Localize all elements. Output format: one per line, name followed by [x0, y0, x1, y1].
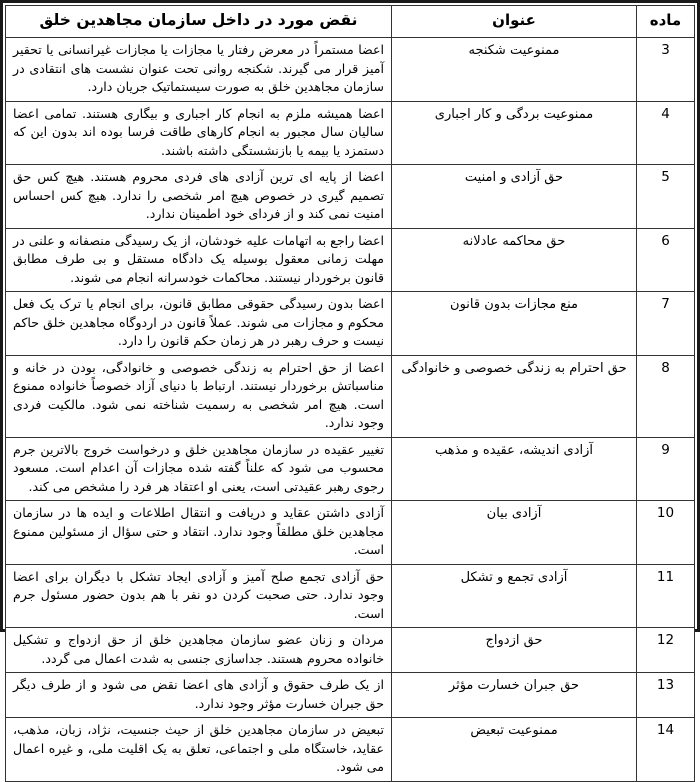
cell-article-number: 5 [637, 165, 695, 229]
violation-description-text: تبعیض در سازمان مجاهدین خلق از حیث جنسیت، نژاد، زبان، مذهب، عقاید، خاستگاه ملی و اجتماعی، تعلق به یک اقلیت ملی، و غیره اعمال می شود. [13, 722, 384, 775]
table-row [6, 718, 695, 782]
table-body [6, 38, 695, 782]
table-row [6, 292, 695, 356]
table-row [6, 38, 695, 102]
cell-article-title: حق آزادی و امنیت [392, 165, 637, 229]
cell-article-number: 10 [637, 501, 695, 565]
violation-description-text: اعضا راجع به اتهامات علیه خودشان، از یک رسیدگی منصفانه و علنی در مهلت زمانی معقول بوسیله یک دادگاه مستقل و بی طرف مطابق قانون برخوردار نیستند. محاکمات خودسرانه انجام می شوند. [13, 232, 384, 285]
cell-article-title: حق محاکمه عادلانه [392, 228, 637, 292]
cell-article-title: منع مجازات بدون قانون [392, 292, 637, 356]
cell-article-title: حق ازدواج [392, 628, 637, 673]
column-header-article: ماده [637, 6, 695, 38]
violation-description-text: اعضا از حق احترام به زندگی خصوصی و خانوادگی، بودن در خانه و مناسباتش برخوردار نیستند. ارتباط با دنیای آزاد خصوصاً خانواده ممنوع است. هیچ امر شخصی به رسمیت شناخته نمی شود. مالکیت فردی وجود ندارد. [13, 359, 384, 431]
cell-violation-description [6, 228, 392, 292]
cell-article-number: 8 [637, 355, 695, 437]
column-header-title: عنوان [392, 6, 637, 38]
cell-article-title: حق احترام به زندگی خصوصی و خانوادگی [392, 355, 637, 437]
table-row [6, 101, 695, 165]
cell-violation-description [6, 292, 392, 356]
cell-violation-description [6, 564, 392, 628]
cell-violation-description [6, 718, 392, 782]
cell-article-number: 6 [637, 228, 695, 292]
column-header-description: نقض مورد در داخل سازمان مجاهدین خلق [6, 6, 392, 38]
violation-description-text: از یک طرف حقوق و آزادی های اعضا نقض می شود و از طرف دیگر حق جبران خسارت مؤثر وجود ندارد. [13, 677, 384, 711]
cell-violation-description [6, 437, 392, 501]
cell-article-title: آزادی تجمع و تشکل [392, 564, 637, 628]
cell-violation-description [6, 673, 392, 718]
cell-violation-description [6, 628, 392, 673]
table-row [6, 165, 695, 229]
violation-description-text: تغییر عقیده در سازمان مجاهدین خلق و درخواست خروج بالاترین جرم محسوب می شود که علناً گفته شده مجازات آن اعدام است. مسعود رجوی رهبر عقیدتی است، یعنی او اعتقاد هر فرد را مشخص می کند. [13, 441, 384, 494]
table-row [6, 355, 695, 437]
cell-article-number: 13 [637, 673, 695, 718]
table-row [6, 228, 695, 292]
table-header-row [6, 6, 695, 38]
cell-violation-description [6, 501, 392, 565]
cell-article-title: آزادی اندیشه، عقیده و مذهب [392, 437, 637, 501]
human-rights-violations-table [5, 5, 695, 782]
cell-article-title: ممنوعیت بردگی و کار اجباری [392, 101, 637, 165]
cell-article-number: 9 [637, 437, 695, 501]
cell-violation-description [6, 355, 392, 437]
table-header [6, 6, 695, 38]
cell-article-title: حق جبران خسارت مؤثر [392, 673, 637, 718]
cell-violation-description [6, 38, 392, 102]
cell-article-number: 4 [637, 101, 695, 165]
table-row [6, 501, 695, 565]
cell-article-number: 3 [637, 38, 695, 102]
table-row [6, 437, 695, 501]
cell-article-number: 12 [637, 628, 695, 673]
cell-article-title: آزادی بیان [392, 501, 637, 565]
cell-article-title: ممنوعیت تبعیض [392, 718, 637, 782]
violation-description-text: اعضا مستمراً در معرض رفتار یا مجازات یا مجازات غیرانسانی یا تحقیر آمیز قرار می گیرند. شکنجه روانی تحت عنوان نشست های انتقادی در سازمان مجاهدین خلق به صورت سیستماتیک جریان دارد. [13, 42, 384, 95]
cell-article-number: 11 [637, 564, 695, 628]
violation-description-text: اعضا از پایه ای ترین آزادی های فردی محروم هستند. هیچ کس حق تصمیم گیری در خصوص هیچ امر شخصی را ندارد. هیچ کس احساس امنیت نمی کند و از فردای خود اطمینان ندارد. [13, 169, 384, 222]
cell-article-title: ممنوعیت شکنجه [392, 38, 637, 102]
cell-article-number: 7 [637, 292, 695, 356]
violation-description-text: مردان و زنان عضو سازمان مجاهدین خلق از حق ازدواج و تشکیل خانواده محروم هستند. جداسازی جنسی به شدت اعمال می گردد. [13, 632, 384, 666]
cell-violation-description [6, 165, 392, 229]
violation-description-text: آزادی داشتن عقاید و دریافت و انتقال اطلاعات و ایده ها در سازمان مجاهدین خلق مطلقاً وجود ندارد. انتقاد و حتی سؤال از مسئولین ممنوع است. [13, 505, 384, 558]
table-row [6, 564, 695, 628]
table-row [6, 673, 695, 718]
cell-violation-description [6, 101, 392, 165]
violation-description-text: اعضا همیشه ملزم به انجام کار اجباری و بیگاری هستند. تمامی اعضا سالیان سال مجبور به انجام کارهای طاقت فرسا بوده اند بدون این که دستمزد یا بیمه یا بازنشستگی داشته باشند. [13, 105, 384, 158]
violation-description-text: حق آزادی تجمع صلح آمیز و آزادی ایجاد تشکل با دیگران برای اعضا وجود ندارد. حتی صحبت کردن دو نفر با هم بدون حضور مسئول جرم است. [13, 568, 384, 621]
violation-description-text: اعضا بدون رسیدگی حقوقی مطابق قانون، برای انجام یا ترک یک فعل محکوم و مجازات می شوند. عملاً قانون در اردوگاه مجاهدین خلق حاکم نیست و حرف رهبر در هر زمان حکم قانون را دارد. [13, 296, 384, 349]
table-row [6, 628, 695, 673]
cell-article-number: 14 [637, 718, 695, 782]
